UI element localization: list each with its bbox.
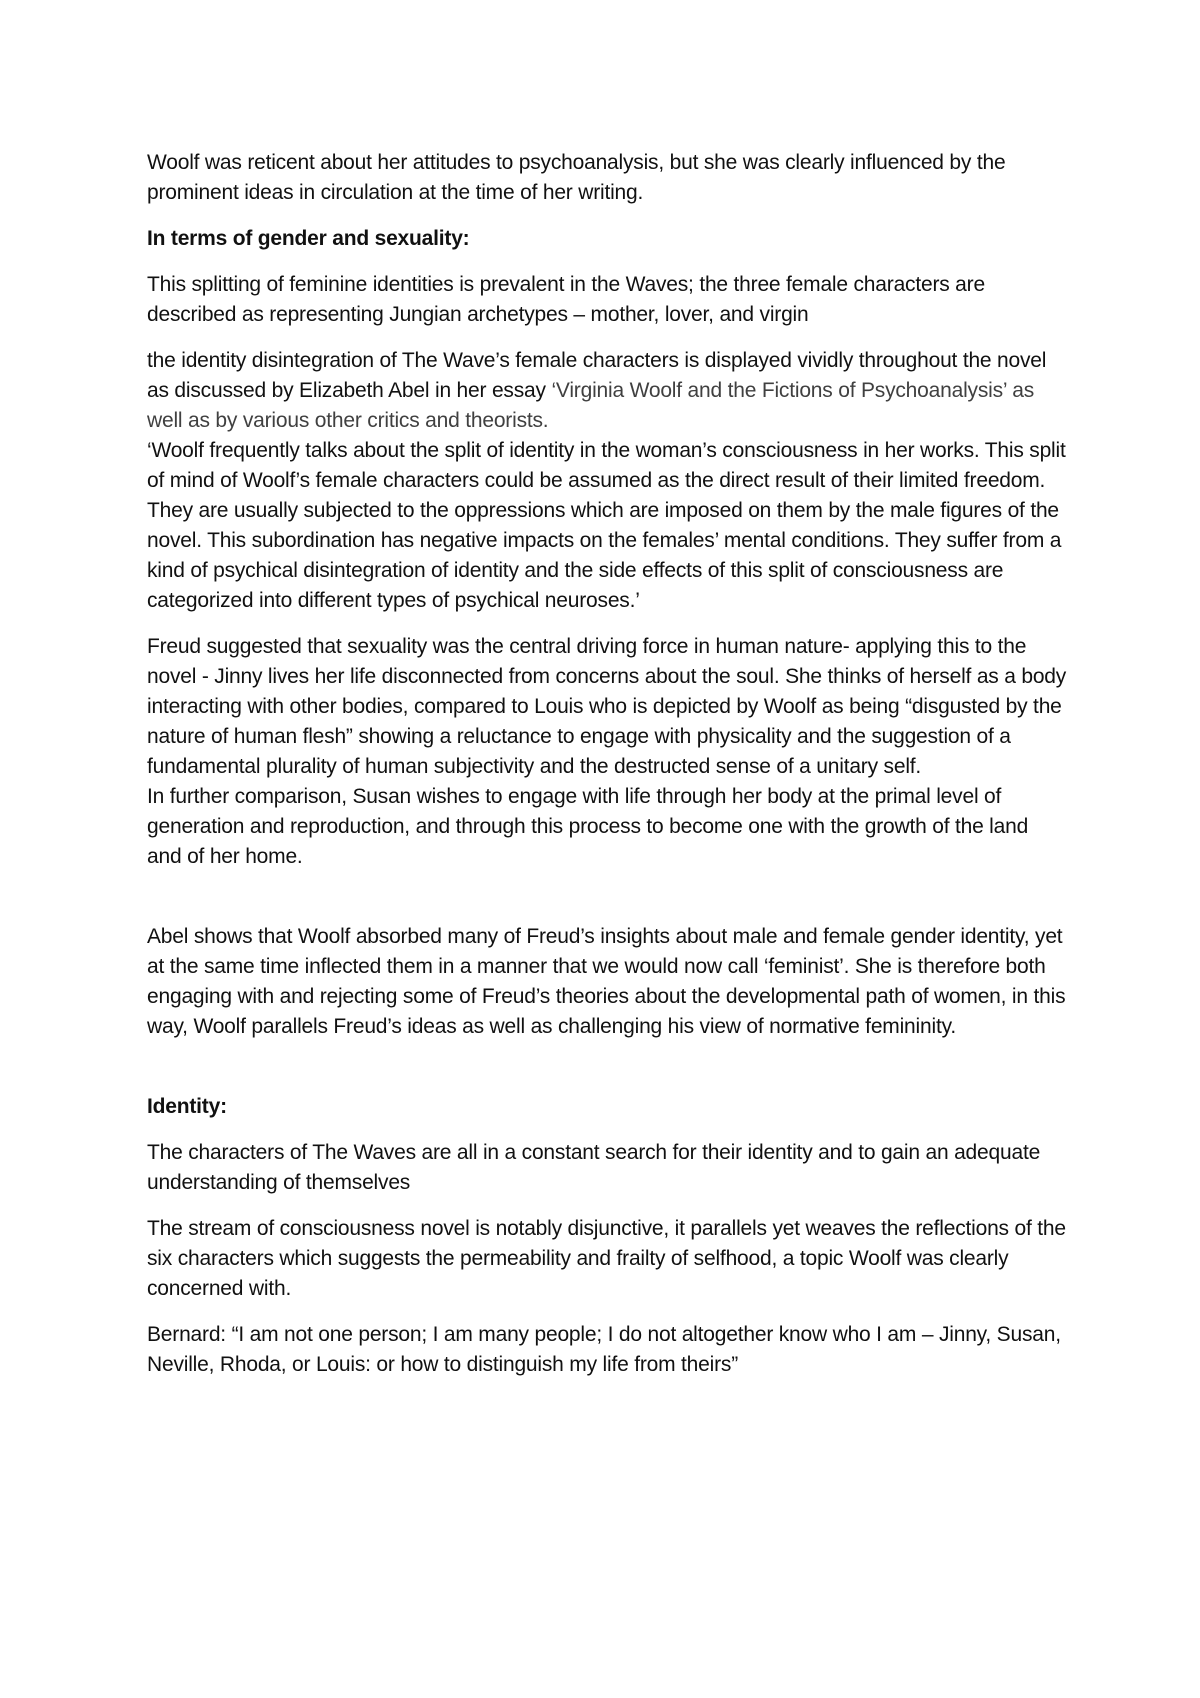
paragraph-feminine-identities: This splitting of feminine identities is prevalent in the Waves; the three female characters are described as representing Jungian archetypes – mother, lover, and virgin bbox=[147, 273, 985, 326]
paragraph-susan-comparison: In further comparison, Susan wishes to engage with life through her body at the primal level of generation and reproduction, and through this process to become one with the growth of the land and of her home. bbox=[147, 785, 1029, 868]
heading-gender-sexuality: In terms of gender and sexuality: bbox=[147, 227, 470, 250]
heading-identity: Identity: bbox=[147, 1095, 227, 1118]
paragraph-bernard-quote: Bernard: “I am not one person; I am many people; I do not altogether know who I am – Jinny, Susan, Neville, Rhoda, or Louis: or how to distinguish my life from theirs” bbox=[147, 1323, 1061, 1376]
paragraph-intro: Woolf was reticent about her attitudes to psychoanalysis, but she was clearly influenced by the prominent ideas in circulation at the time of her writing. bbox=[147, 151, 1006, 204]
paragraph-identity-disintegration bbox=[147, 346, 1067, 436]
essay-citation: ‘Virginia Woolf and the Fictions of Psychoanalysis’ as well as by various other critics and theorists. bbox=[147, 379, 1034, 432]
paragraph-search-identity: The characters of The Waves are all in a constant search for their identity and to gain an adequate understanding of themselves bbox=[147, 1141, 1041, 1194]
paragraph-stream-consciousness: The stream of consciousness novel is notably disjunctive, it parallels yet weaves the reflections of the six characters which suggests the permeability and frailty of selfhood, a topic Woolf was clearly concerned with. bbox=[147, 1217, 1066, 1300]
paragraph-freud-sexuality: Freud suggested that sexuality was the central driving force in human nature- applying this to the novel - Jinny lives her life disconnected from concerns about the soul. She thinks of herself as a body interacting with other bodies, compared to Louis who is depicted by Woolf as being “disgusted by the nature of human flesh” showing a reluctance to engage with physicality and the suggestion of a fundamental plurality of human subjectivity and the destructed sense of a unitary self. bbox=[147, 635, 1067, 778]
paragraph-identity-disintegration-text: the identity disintegration of The Wave’s female characters is displayed vividly throughout the novel as discussed by Elizabeth Abel in her essay bbox=[147, 349, 1047, 402]
paragraph-quote-split-identity: ‘Woolf frequently talks about the split of identity in the woman’s consciousness in her works. This split of mind of Woolf’s female characters could be assumed as the direct result of their limited freedom. They are usually subjected to the oppressions which are imposed on them by the male figures of the novel. This subordination has negative impacts on the females’ mental conditions. They suffer from a kind of psychical disintegration of identity and the side effects of this split of consciousness are categorized into different types of psychical neuroses.’ bbox=[147, 439, 1066, 612]
document-body bbox=[147, 148, 1067, 1380]
paragraph-abel-feminist: Abel shows that Woolf absorbed many of Freud’s insights about male and female gender identity, yet at the same time inflected them in a manner that we would now call ‘feminist’. She is therefore both engaging with and rejecting some of Freud’s theories about the developmental path of women, in this way, Woolf parallels Freud’s ideas as well as challenging his view of normative femininity. bbox=[147, 925, 1066, 1038]
